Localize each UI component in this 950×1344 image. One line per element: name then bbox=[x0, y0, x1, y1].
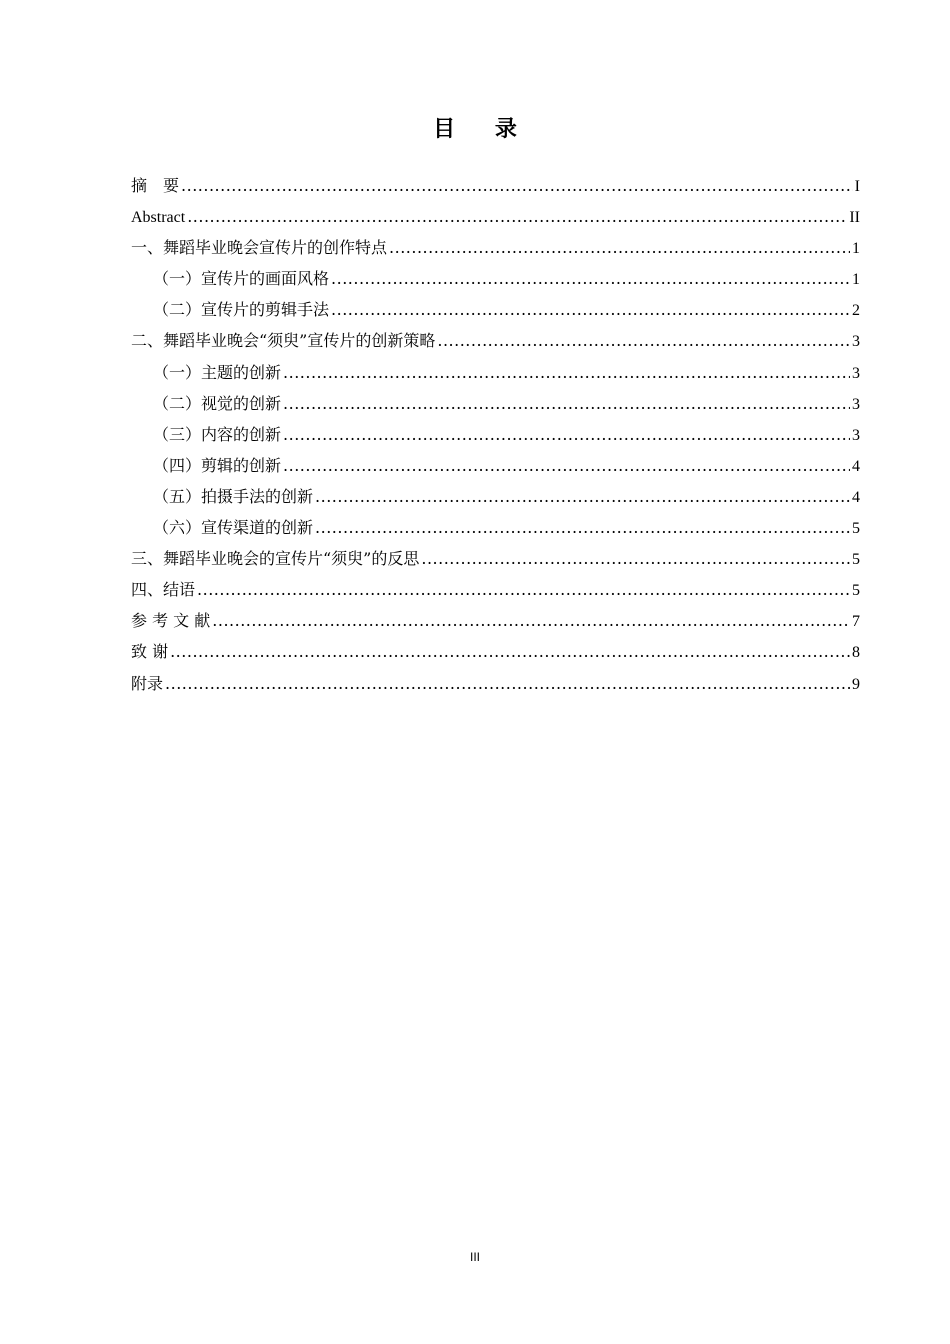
toc-page-number: 3 bbox=[852, 333, 860, 351]
dot-leader bbox=[315, 512, 850, 543]
toc-label: （一）主题的创新 bbox=[153, 362, 282, 382]
toc-entry-chapter-2[interactable] bbox=[131, 325, 860, 356]
dot-leader bbox=[331, 294, 850, 325]
dot-leader bbox=[165, 668, 850, 699]
toc-label: 致 谢 bbox=[131, 642, 169, 662]
toc-entry-appendix[interactable] bbox=[131, 668, 860, 699]
toc-label: （四）剪辑的创新 bbox=[153, 455, 282, 475]
toc-entry-chapter-3[interactable] bbox=[131, 543, 860, 574]
toc-entry-section-2-2[interactable] bbox=[131, 388, 860, 419]
toc-entry-section-2-6[interactable] bbox=[131, 512, 860, 543]
toc-entry-acknowledgements[interactable] bbox=[131, 636, 860, 667]
dot-leader bbox=[389, 232, 850, 263]
toc-entry-section-2-3[interactable] bbox=[131, 419, 860, 450]
dot-leader bbox=[283, 450, 850, 481]
toc-page-number: 2 bbox=[852, 302, 860, 320]
toc-label: 参 考 文 献 bbox=[131, 611, 211, 631]
toc-entry-section-1-1[interactable] bbox=[131, 263, 860, 294]
dot-leader bbox=[187, 201, 847, 232]
toc-label: 二、舞蹈毕业晚会“须臾”宣传片的创新策略 bbox=[131, 331, 436, 351]
dot-leader bbox=[283, 357, 850, 388]
toc-label: 四、结语 bbox=[131, 580, 196, 600]
dot-leader bbox=[421, 543, 850, 574]
toc-entry-abstract-cn[interactable] bbox=[131, 170, 860, 201]
toc-entry-references[interactable] bbox=[131, 605, 860, 636]
toc-label: 三、舞蹈毕业晚会的宣传片“须臾”的反思 bbox=[131, 549, 420, 569]
toc-entry-section-2-5[interactable] bbox=[131, 481, 860, 512]
toc-page-number: 8 bbox=[852, 644, 860, 662]
dot-leader bbox=[331, 263, 850, 294]
toc-entry-section-2-4[interactable] bbox=[131, 450, 860, 481]
toc-entry-chapter-1[interactable] bbox=[131, 232, 860, 263]
toc-label: （一）宣传片的画面风格 bbox=[153, 269, 330, 289]
toc-label: （二）视觉的创新 bbox=[153, 393, 282, 413]
toc-page-number: 9 bbox=[852, 675, 860, 693]
toc-label: 摘 要 bbox=[131, 176, 180, 195]
dot-leader bbox=[315, 481, 850, 512]
toc-label: （五）拍摄手法的创新 bbox=[153, 486, 314, 506]
page-title: 目 录 bbox=[433, 116, 533, 142]
toc-page-number: 7 bbox=[852, 613, 860, 631]
dot-leader bbox=[437, 325, 850, 356]
dot-leader bbox=[181, 170, 853, 201]
toc-page-number: 4 bbox=[852, 457, 860, 475]
toc-page-number: 5 bbox=[852, 551, 860, 569]
toc-page-number: 3 bbox=[852, 395, 860, 413]
dot-leader bbox=[283, 388, 850, 419]
toc-page-number: 1 bbox=[852, 240, 860, 258]
toc-label: （三）内容的创新 bbox=[153, 424, 282, 444]
footer-page-number: III bbox=[469, 1250, 480, 1264]
toc-page-number: 5 bbox=[852, 520, 860, 538]
toc-page-number: 4 bbox=[852, 488, 860, 506]
toc-entry-section-2-1[interactable] bbox=[131, 357, 860, 388]
toc-label: （二）宣传片的剪辑手法 bbox=[153, 300, 330, 320]
toc-label: 一、舞蹈毕业晚会宣传片的创作特点 bbox=[131, 238, 388, 258]
dot-leader bbox=[283, 419, 850, 450]
dot-leader bbox=[170, 636, 850, 667]
dot-leader bbox=[197, 574, 850, 605]
toc-page-number: 1 bbox=[852, 271, 860, 289]
toc-page-number: 3 bbox=[852, 364, 860, 382]
dot-leader bbox=[212, 605, 850, 636]
toc-label: 附录 bbox=[131, 673, 164, 693]
toc-page-number: 5 bbox=[852, 582, 860, 600]
toc-label: （六）宣传渠道的创新 bbox=[153, 518, 314, 538]
table-of-contents bbox=[131, 170, 860, 699]
toc-entry-section-1-2[interactable] bbox=[131, 294, 860, 325]
toc-label: Abstract bbox=[131, 209, 186, 227]
toc-entry-abstract-en[interactable] bbox=[131, 201, 860, 232]
toc-page-number: I bbox=[854, 178, 860, 195]
toc-page-number: II bbox=[849, 209, 860, 227]
toc-page-number: 3 bbox=[852, 426, 860, 444]
toc-entry-chapter-4[interactable] bbox=[131, 574, 860, 605]
